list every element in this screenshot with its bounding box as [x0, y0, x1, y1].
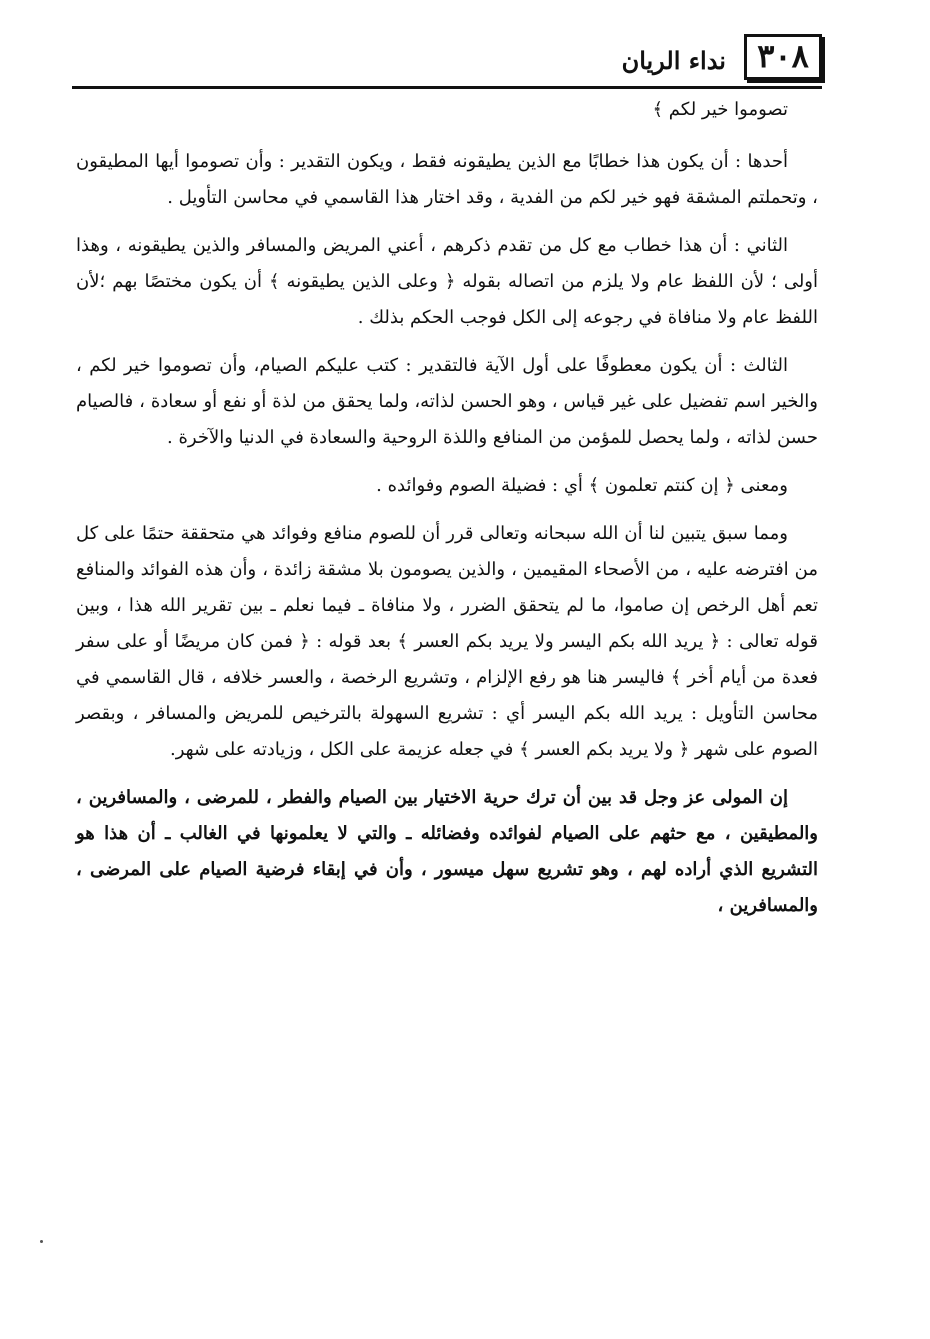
- page-header: [72, 28, 822, 86]
- paragraph-final: إن المولى عز وجل قد بين أن ترك حرية الاختيار بين الصيام والفطر ، للمرضى ، والمسافرين ، والمطيقين ، مع حثهم على الصيام لفوائده وفضائله ـ والتي لا يعلمونها في الغالب ـ أن هذا هو التشريع الذي أراده لهم ، وهو تشريع سهل ميسور ، وأن في إبقاء فرضية الصيام على المرضى ، والمسافرين ،: [76, 787, 818, 916]
- body-text: [76, 92, 818, 936]
- paragraph-third-view: الثالث : أن يكون معطوفًا على أول الآية فالتقدير : كتب عليكم الصيام، وأن تصوموا خير لكم ، والخير اسم تفضيل على غير قياس ، وهو الحسن لذاته، ولما يحقق من لذة أو نفع أو سعادة ، فالصيام حسن لذاته ، ولما يحصل للمؤمن من المنافع واللذة الروحية والسعادة في الدنيا والآخرة .: [76, 355, 818, 448]
- paragraph-second-view: الثاني : أن هذا خطاب مع كل من تقدم ذكرهم ، أعني المريض والمسافر والذين يطيقونه ، وهذا أولى ؛ لأن اللفظ عام ولا يلزم من اتصاله بقوله ﴿ وعلى الذين يطيقونه ﴾ أن يكون مختصًا بهم ؛لأن اللفظ عام ولا منافاة في رجوعه إلى الكل فوجب الحكم بذلك .: [76, 235, 818, 328]
- paragraph-first-view: أحدها : أن يكون هذا خطابًا مع الذين يطيقونه فقط ، ويكون التقدير : وأن تصوموا أيها المطيقون ، وتحملتم المشقة فهو خير لكم من الفدية ، وقد اختار هذا القاسمي في محاسن التأويل .: [76, 151, 818, 208]
- paragraph-meaning: ومعنى ﴿ إن كنتم تعلمون ﴾ أي : فضيلة الصوم وفوائده .: [376, 475, 788, 496]
- paragraph-verse-continuation: تصوموا خير لكم ﴾: [652, 99, 788, 120]
- page-number: ٣٠٨: [744, 34, 822, 80]
- running-title: نداء الريان: [621, 46, 726, 75]
- paragraph-conclusion: ومما سبق يتبين لنا أن الله سبحانه وتعالى قرر أن للصوم منافع وفوائد هي متحققة حتمًا على كل من افترضه عليه ، من الأصحاء المقيمين ، والذين يصومون بلا مشقة زائدة ، وأن هذه الفوائد والمنافع تعم أهل الرخص إن صاموا، ما لم يتحقق الضرر ، ولا منافاة ـ فيما نعلم ـ بين تقرير الله هذا ، وبين قوله تعالى : ﴿ يريد الله بكم اليسر ولا يريد بكم العسر ﴾ بعد قوله : ﴿ فمن كان مريضًا أو على سفر فعدة من أيام أخر ﴾ فاليسر هنا هو رفع الإلزام ، وتشريع الرخصة ، والعسر خلافه ، قال القاسمي في محاسن التأويل : يريد الله بكم اليسر أي : تشريع السهولة بالترخيص للمريض والمسافر ، وبقصر الصوم على شهر ﴿ ولا يريد بكم العسر ﴾ في جعله عزيمة على الكل ، وزيادته على شهر.: [76, 523, 818, 760]
- margin-dot: [40, 1240, 43, 1243]
- header-rule: [72, 86, 822, 89]
